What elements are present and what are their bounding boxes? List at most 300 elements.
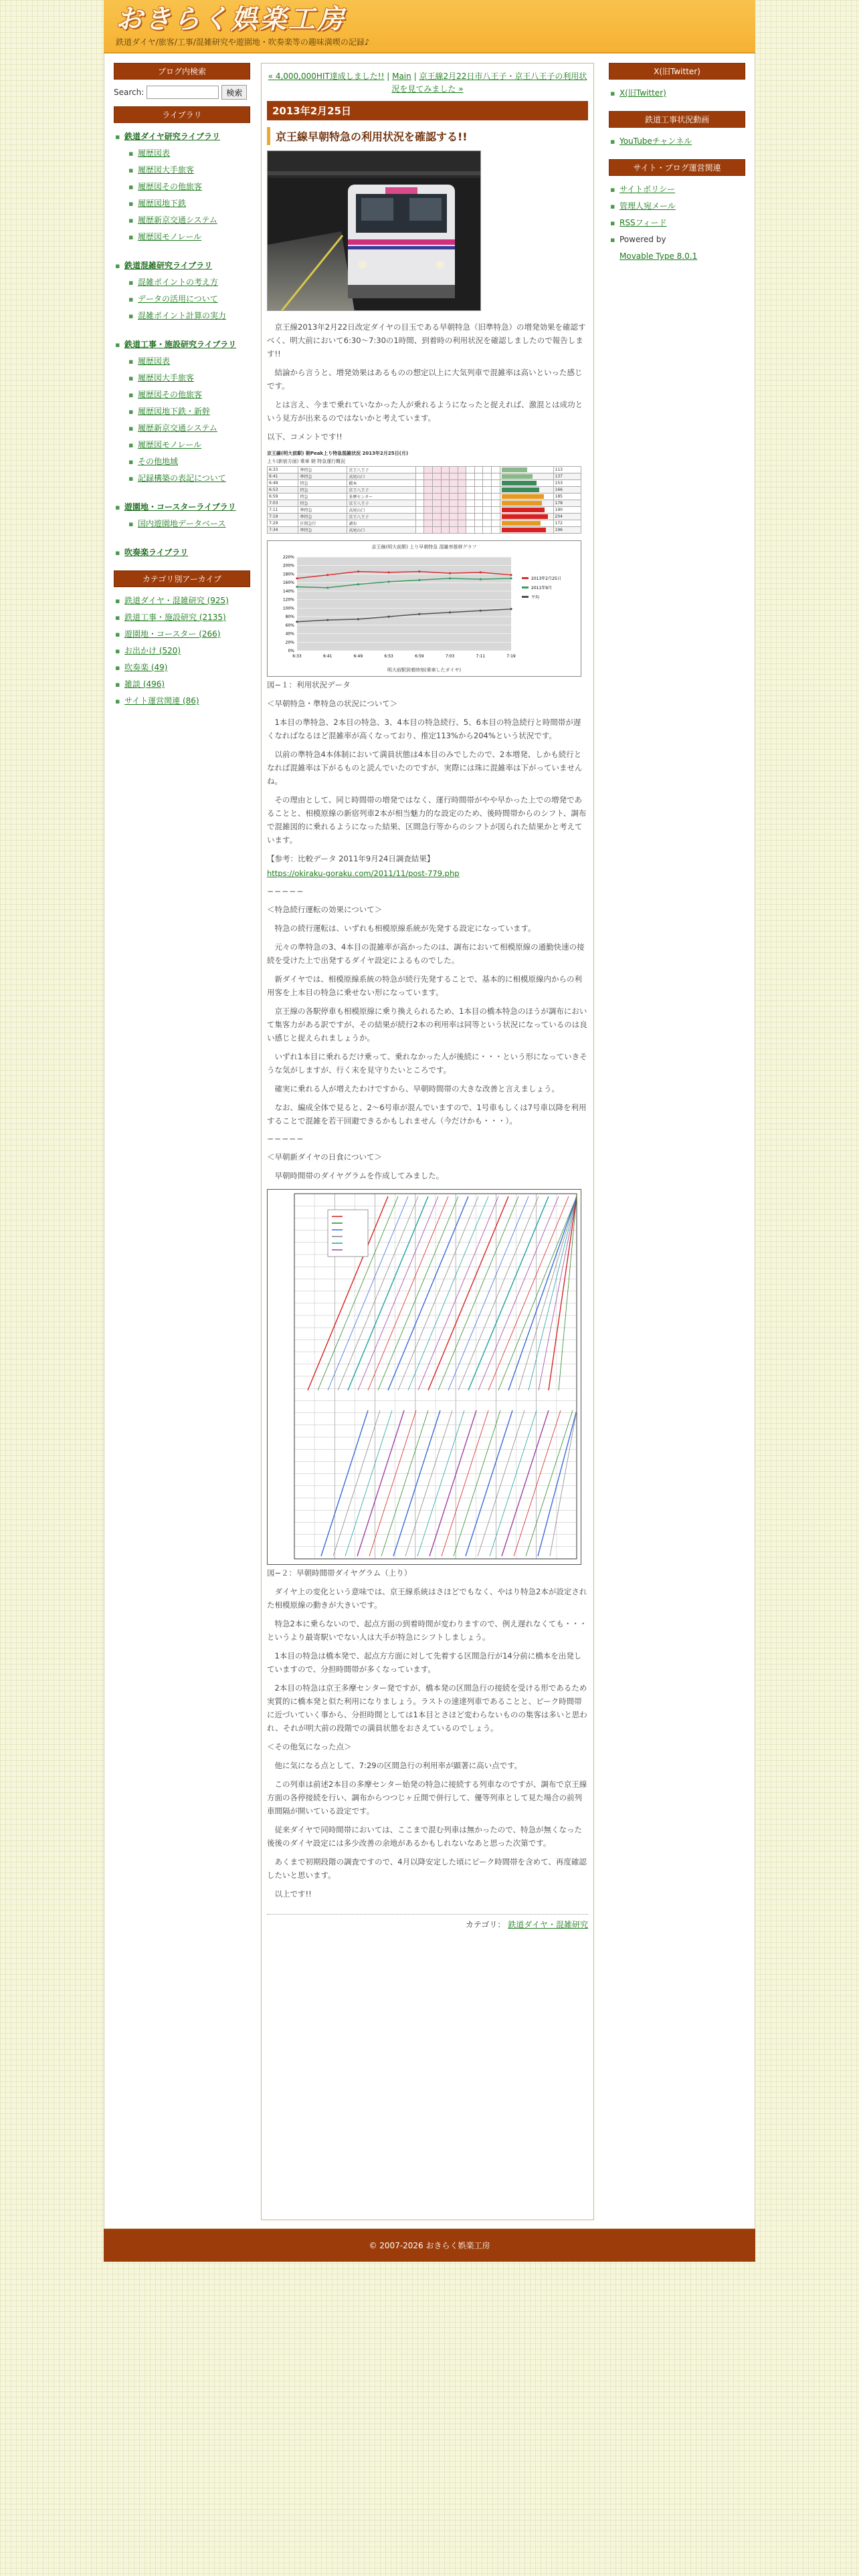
y-tick-label: 100% [282,606,294,611]
right-sidebar [609,63,745,274]
library-link[interactable]: 履歴図その他旅客 [138,390,203,399]
library-link[interactable]: 履歴図地下鉄・新幹 [138,407,211,416]
reference-label: 【参考：比較データ 2011年9月24日調査結果】 [267,854,435,863]
car-cell [466,473,475,480]
figure1-caption: 図−１：利用状況データ [267,680,351,689]
train-path [398,1196,478,1390]
train-path [405,1410,452,1556]
site-header [104,0,755,53]
separator: −−−−− [267,887,304,896]
table-cell: 京王八王子 [347,487,415,494]
body-paragraph: 京王線2013年2月22日改定ダイヤの目玉である早朝特急（旧準特急）の増発効果を確認すべく、明大前において6:30〜7:30の1時間、到着時の利用状況を確認しましたので報告します!! [267,322,586,358]
car-cell [483,494,492,500]
table-cell: 京王八王子 [347,500,415,507]
library-link[interactable]: 吹奏楽ライブラリ [124,548,189,557]
x-heading: X(旧Twitter) [609,63,745,80]
train-path [514,1410,561,1556]
table-cell: 区間急行 [298,520,347,527]
car-cell [424,507,433,514]
series-point [296,577,298,579]
car-cell [450,480,458,487]
table-row [268,494,581,500]
congestion-bar-cell [500,480,553,487]
congestion-bar-cell [500,494,553,500]
library-item [114,145,250,162]
car-cell [450,487,458,494]
congestion-bar [502,494,544,499]
archive-link[interactable]: 鉄道ダイヤ・混雑研究 (925) [124,596,229,605]
library-link[interactable]: その他地域 [138,457,179,466]
body-paragraph: 従来ダイヤで同時間帯においては、ここまで混む列車は無かったので、特急が無くなった後後のダイヤ設定には多少改善の余地があるかもしれないなあと思った次第です。 [267,1825,583,1848]
library-item [114,370,250,387]
usage-data-figure[interactable] [267,450,581,677]
search-input[interactable] [147,86,219,99]
car-cell [424,527,433,534]
library-link[interactable]: 国内遊園地データベース [138,519,226,528]
table-cell: 6:49 [268,480,298,487]
archive-link[interactable]: 雑談 (496) [124,679,165,689]
site-policy-link[interactable]: サイトポリシー [619,185,676,194]
congestion-bar [502,474,533,479]
entry-title[interactable]: 京王線早朝特急の利用状況を確認する!! [267,127,588,145]
x-tick-label: 7:19 [506,654,516,659]
list-item [609,133,745,150]
congestion-bar [502,508,545,512]
car-cell [491,467,500,473]
train-path [368,1196,448,1390]
youtube-heading: 鉄道工事状況動画 [609,111,745,128]
train-photo-image [268,151,481,311]
car-cell [433,527,442,534]
series-point [326,586,328,588]
car-cell [433,480,442,487]
x-tick-label: 6:33 [292,654,302,659]
car-cell [415,514,424,520]
library-heading: ライブラリ [114,106,250,123]
car-cell [415,473,424,480]
library-link[interactable]: 履歴図モノレール [138,440,202,449]
site-footer [104,2228,755,2262]
library-item [114,274,250,291]
table-row [268,467,581,473]
car-cell [491,500,500,507]
archive-link[interactable]: 吹奏楽 (49) [124,663,168,672]
table-cell: 6:41 [268,473,298,480]
library-category [114,544,250,561]
y-tick-label: 80% [285,615,294,620]
train-path [369,1410,416,1556]
archive-item [114,626,250,643]
separator: −−−−− [267,1134,304,1144]
car-cell [491,520,500,527]
car-cell [483,514,492,520]
series-point [357,583,359,585]
series-point [480,610,482,612]
congestion-value: 113 [553,467,581,473]
legend-label: 2013年2月25日 [531,576,561,581]
train-path [538,1410,577,1556]
car-cell [491,487,500,494]
car-cell [458,500,466,507]
site-title[interactable]: おきらく娯楽工房 [116,4,346,35]
congestion-bar [502,488,539,492]
car-cell [483,527,492,534]
archive-list [114,593,250,710]
list-item [609,215,745,231]
train-path [388,1196,468,1390]
car-cell [415,494,424,500]
car-cell [441,500,450,507]
reference-link[interactable]: https://okiraku-goraku.com/2011/11/post-779.php [267,869,460,878]
movable-type-link[interactable]: Movable Type 8.0.1 [619,251,698,261]
library-item [114,437,250,453]
car-cell [483,467,492,473]
congestion-bar [502,528,547,532]
page [104,0,755,2576]
congestion-bar-cell [500,514,553,520]
table-row [268,527,581,534]
congestion-value: 137 [553,473,581,480]
car-cell [441,520,450,527]
body-paragraph: 特急2本に乗らないので、起点方面の到着時間が変わりますので、例え遅れなくても・・・というより最寄駅いでない人は大手が特急にシフトしましょう。 [267,1619,587,1642]
car-cell [441,473,450,480]
table-row [268,507,581,514]
library-item [114,403,250,420]
table-cell: 7:19 [268,514,298,520]
congestion-value: 178 [553,500,581,507]
train-path [393,1410,440,1556]
car-cell [415,480,424,487]
legend-swatch [522,577,529,579]
main-link[interactable]: Main [392,72,411,81]
car-cell [424,494,433,500]
car-cell [415,500,424,507]
car-cell [491,480,500,487]
car-cell [466,480,475,487]
car-cell [458,527,466,534]
library-item [114,179,250,195]
table-cell: 特急 [298,487,347,494]
car-cell [433,487,442,494]
library-item [114,212,250,229]
series-point [449,611,451,613]
car-cell [483,473,492,480]
mail-link[interactable]: 管理人宛メール [619,201,676,211]
archive-link[interactable]: 遊園地・コースター (266) [124,629,221,639]
search-button[interactable]: 検索 [221,85,247,100]
series-point [418,613,420,615]
car-cell [491,527,500,534]
table-cell: 高尾山口 [347,507,415,514]
car-cell [458,520,466,527]
legend-swatch [522,596,529,598]
series-point [480,578,482,580]
congestion-value: 185 [553,494,581,500]
library-link[interactable]: 鉄道工事・施設研究ライブラリ [124,340,237,349]
table-cell: 準特急 [298,514,347,520]
archive-item [114,643,250,659]
next-entry-link[interactable]: 京王線2月22日市八王子・京王八王子の利用状況を見てみました » [391,72,587,94]
body-paragraph: 元々の準特急の3、4本目の混雑率が高かったのは、調布において相模原線の通勤快速の接続を受けた上で出発するダイヤ設定によるものでした。 [267,942,585,965]
search-label: Search: [114,88,145,97]
x-link[interactable]: X(旧Twitter) [619,88,666,98]
library-link[interactable]: 履歴図表 [138,148,171,158]
congestion-bar [502,481,537,486]
car-cell [458,494,466,500]
car-cell [491,507,500,514]
congestion-value: 153 [553,480,581,487]
nav-separator: | [413,72,419,81]
car-cell [450,473,458,480]
car-cell [458,487,466,494]
legend-label: 平均 [531,595,540,600]
archive-item [114,659,250,676]
library-link[interactable]: 履歴図その他旅客 [138,182,203,191]
library-link[interactable]: 記録構築の表記について [138,473,226,483]
congestion-bar [502,467,527,472]
train-path [378,1196,458,1390]
train-path [448,1196,529,1390]
car-cell [474,467,483,473]
car-cell [424,514,433,520]
train-path [321,1410,368,1556]
body-paragraph: 結論から言うと、増発効果はあるものの想定以上に大気列車で混雑率は高いといった感じです。 [267,368,583,391]
body-paragraph: とは言え、今まで乗れていなかった人が乗れるようになったと捉えれば、激混とは成功という見方が出来るのではないかと考えています。 [267,400,583,423]
car-cell [474,527,483,534]
library-item [114,453,250,470]
train-path [559,1196,577,1390]
main-content [261,63,594,2220]
table-cell: 調布 [347,520,415,527]
x-tick-label: 6:53 [384,654,393,659]
body-paragraph: 他に気になる点として、7:29の区間急行の利用率が顕著に高い点です。 [274,1761,522,1770]
rss-link[interactable]: RSSフィード [619,218,667,227]
library-link[interactable]: 履歴図地下鉄 [138,199,187,208]
library-link[interactable]: 履歴新京交通システム [138,215,217,225]
diagram-intro: 早朝時間帯のダイヤグラムを作成してみました。 [274,1171,444,1180]
train-photo[interactable] [267,150,481,311]
car-cell [415,507,424,514]
car-cell [466,514,475,520]
archive-item [114,593,250,609]
category-label: カテゴリ： [465,1920,506,1929]
train-path [430,1410,476,1556]
section3-heading: ＜早朝新ダイヤの日食について＞ [267,1152,383,1162]
section1-heading: ＜早朝特急・準特急の状況について＞ [267,699,398,708]
archive-link[interactable]: 鉄道工事・施設研究 (2135) [124,613,226,622]
train-path [357,1410,404,1556]
copyright: © 2007-2026 おきらく娯楽工房 [369,2241,490,2250]
chart-title: 京王線(明大前駅) 上り早朝特急 混雑率推移グラフ [371,544,477,550]
body-paragraph: いずれ1本目に乗れるだけ乗って、乗れなかった人が後続に・・・という形になっていきそうな気がしますが、行く末を見守りたいところです。 [267,1052,587,1075]
y-tick-label: 60% [285,623,294,628]
car-cell [441,507,450,514]
table-cell: 7:03 [268,500,298,507]
library-link[interactable]: 履歴新京交通システム [138,423,217,433]
chart-xlabel: 明大前駅到着時刻(乗車したダイヤ) [387,667,462,673]
library-link[interactable]: 鉄道ダイヤ研究ライブラリ [124,132,221,141]
train-path [417,1410,464,1556]
car-cell [424,467,433,473]
car-cell [466,527,475,534]
congestion-bar [502,514,549,519]
section4-heading: ＜その他気になった点＞ [267,1742,352,1751]
category-link[interactable]: 鉄道ダイヤ・混雑研究 [508,1920,588,1929]
list-item [609,231,745,265]
entry-date: 2013年2月25日 [267,101,588,120]
car-cell [424,487,433,494]
list-item [609,198,745,215]
figure1-subheader: 上り(新宿方面) 乗車 朝 特急運行概況 [267,459,346,464]
congestion-bar-cell [500,507,553,514]
prev-entry-link[interactable]: « 4,000,000HIT達成しました!! [268,72,385,81]
car-cell [424,500,433,507]
congestion-bar-cell [500,500,553,507]
legend-swatch [522,586,529,588]
library-link[interactable]: 混雑ポイントの考え方 [138,278,219,287]
library-item [114,387,250,403]
table-cell: 6:59 [268,494,298,500]
car-cell [466,494,475,500]
figure2-caption: 図−２：早朝時間帯ダイヤグラム（上り） [267,1568,412,1578]
train-path [539,1196,577,1390]
body-paragraph: 京王線の各駅停車も相模原線に乗り換えられるため、1本目の橋本特急のほうが調布において集客力がある訳ですが、その結果が続行2本の利用率は同等という状況になっているのは良い感じと捉えられましょうか。 [267,1006,587,1043]
series-point [449,577,451,579]
y-tick-label: 160% [282,580,294,586]
x-tick-label: 7:03 [445,654,455,659]
series-point [510,608,512,610]
car-cell [474,480,483,487]
table-row [268,473,581,480]
search-heading: ブログ内検索 [114,63,250,80]
list-item [609,85,745,102]
table-cell: 橋本 [347,480,415,487]
car-cell [433,467,442,473]
congestion-chart-box [267,540,581,677]
library-item [114,353,250,370]
car-cell [450,520,458,527]
train-path [466,1410,512,1556]
series-point [326,619,328,621]
body-paragraph: 1本目の特急は橋本発で、起点方方面に対して先着する区間急行が14分前に橋本を出発していますので、分担時間帯が多くなっています。 [267,1651,582,1674]
car-cell [474,494,483,500]
library-link[interactable]: 遊園地・コースターライブラリ [124,502,236,512]
table-row [268,520,581,527]
library-item [114,195,250,212]
archive-link[interactable]: お出かけ (520) [124,646,181,655]
x-tick-label: 6:59 [415,654,424,659]
train-diagram-figure[interactable] [267,1189,581,1565]
train-path [333,1410,380,1556]
powered-label: Powered by [619,235,666,244]
table-cell: 7:34 [268,527,298,534]
library-link[interactable]: 履歴図大手旅客 [138,373,195,383]
library-category [114,499,250,516]
series-point [480,571,482,573]
library-category [114,257,250,274]
train-path [418,1196,498,1390]
train-path [490,1410,537,1556]
car-cell [458,507,466,514]
train-path [408,1196,488,1390]
library-item [114,308,250,324]
car-cell [483,487,492,494]
car-cell [415,520,424,527]
library-link[interactable]: 履歴図モノレール [138,232,202,241]
train-path [345,1410,392,1556]
car-cell [415,467,424,473]
table-row [268,480,581,487]
train-path [478,1410,524,1556]
archive-link[interactable]: サイト運営関連 (86) [124,696,199,706]
car-cell [474,487,483,494]
x-tick-label: 7:11 [476,654,486,659]
series-point [510,577,512,579]
y-tick-label: 40% [285,631,294,637]
body-paragraph: あくまで初期段階の調査ですので、4月以降安定した頃にピーク時間帯を含めて、再度確認したいと思います。 [267,1857,587,1880]
car-cell [466,500,475,507]
library-category [114,128,250,145]
train-path [454,1410,500,1556]
car-cell [441,467,450,473]
policy-heading: サイト・ブログ運営関連 [609,159,745,176]
library-link[interactable]: データの活用について [138,294,218,304]
plot-area [297,557,511,651]
table-cell: 準特急 [298,527,347,534]
car-cell [415,487,424,494]
car-cell [450,500,458,507]
train-diagram [268,1190,581,1564]
car-cell [466,467,475,473]
series-point [510,574,512,576]
train-path [526,1410,573,1556]
library-link[interactable]: 混雑ポイント計算の実力 [138,311,227,320]
congestion-bar-cell [500,487,553,494]
car-cell [466,487,475,494]
left-sidebar [114,63,250,719]
library-link[interactable]: 鉄道混雑研究ライブラリ [124,261,213,270]
car-cell [415,527,424,534]
body-paragraph: この列車は前述2本目の多摩センター始発の特急に接続する列車なのですが、調布で京王線方面の各停接続を行い、調布からつつじヶ丘間で併行して、優等列車として見た場合の前列車間隔が開いている設定です。 [267,1780,587,1816]
train-path [502,1410,549,1556]
car-cell [466,507,475,514]
body-paragraph: 特急の続行運転は、いずれも相模原線系統が先発する設定になっています。 [274,924,536,933]
train-path [428,1196,508,1390]
usage-data-table [267,466,581,534]
car-cell [424,480,433,487]
congestion-bar-cell [500,467,553,473]
library-link[interactable]: 履歴図表 [138,356,171,366]
series-point [418,579,420,581]
table-cell: 6:53 [268,487,298,494]
library-item [114,470,250,487]
car-cell [491,494,500,500]
car-cell [483,500,492,507]
congestion-bar [502,521,541,526]
y-tick-label: 0% [288,649,294,653]
body-paragraph: ダイヤ上の変化という意味では、京王線系統はさほどでもなく、やはり特急2本が設定された相模原線の動きが大きいです。 [267,1587,587,1610]
car-cell [441,487,450,494]
series-point [388,580,390,582]
congestion-value: 190 [553,507,581,514]
train-path [498,1196,577,1390]
library-link[interactable]: 履歴図大手旅客 [138,165,195,175]
congestion-value: 172 [553,520,581,527]
youtube-link[interactable]: YouTubeチャンネル [619,136,692,146]
train-path [438,1196,518,1390]
car-cell [433,494,442,500]
car-cell [433,514,442,520]
